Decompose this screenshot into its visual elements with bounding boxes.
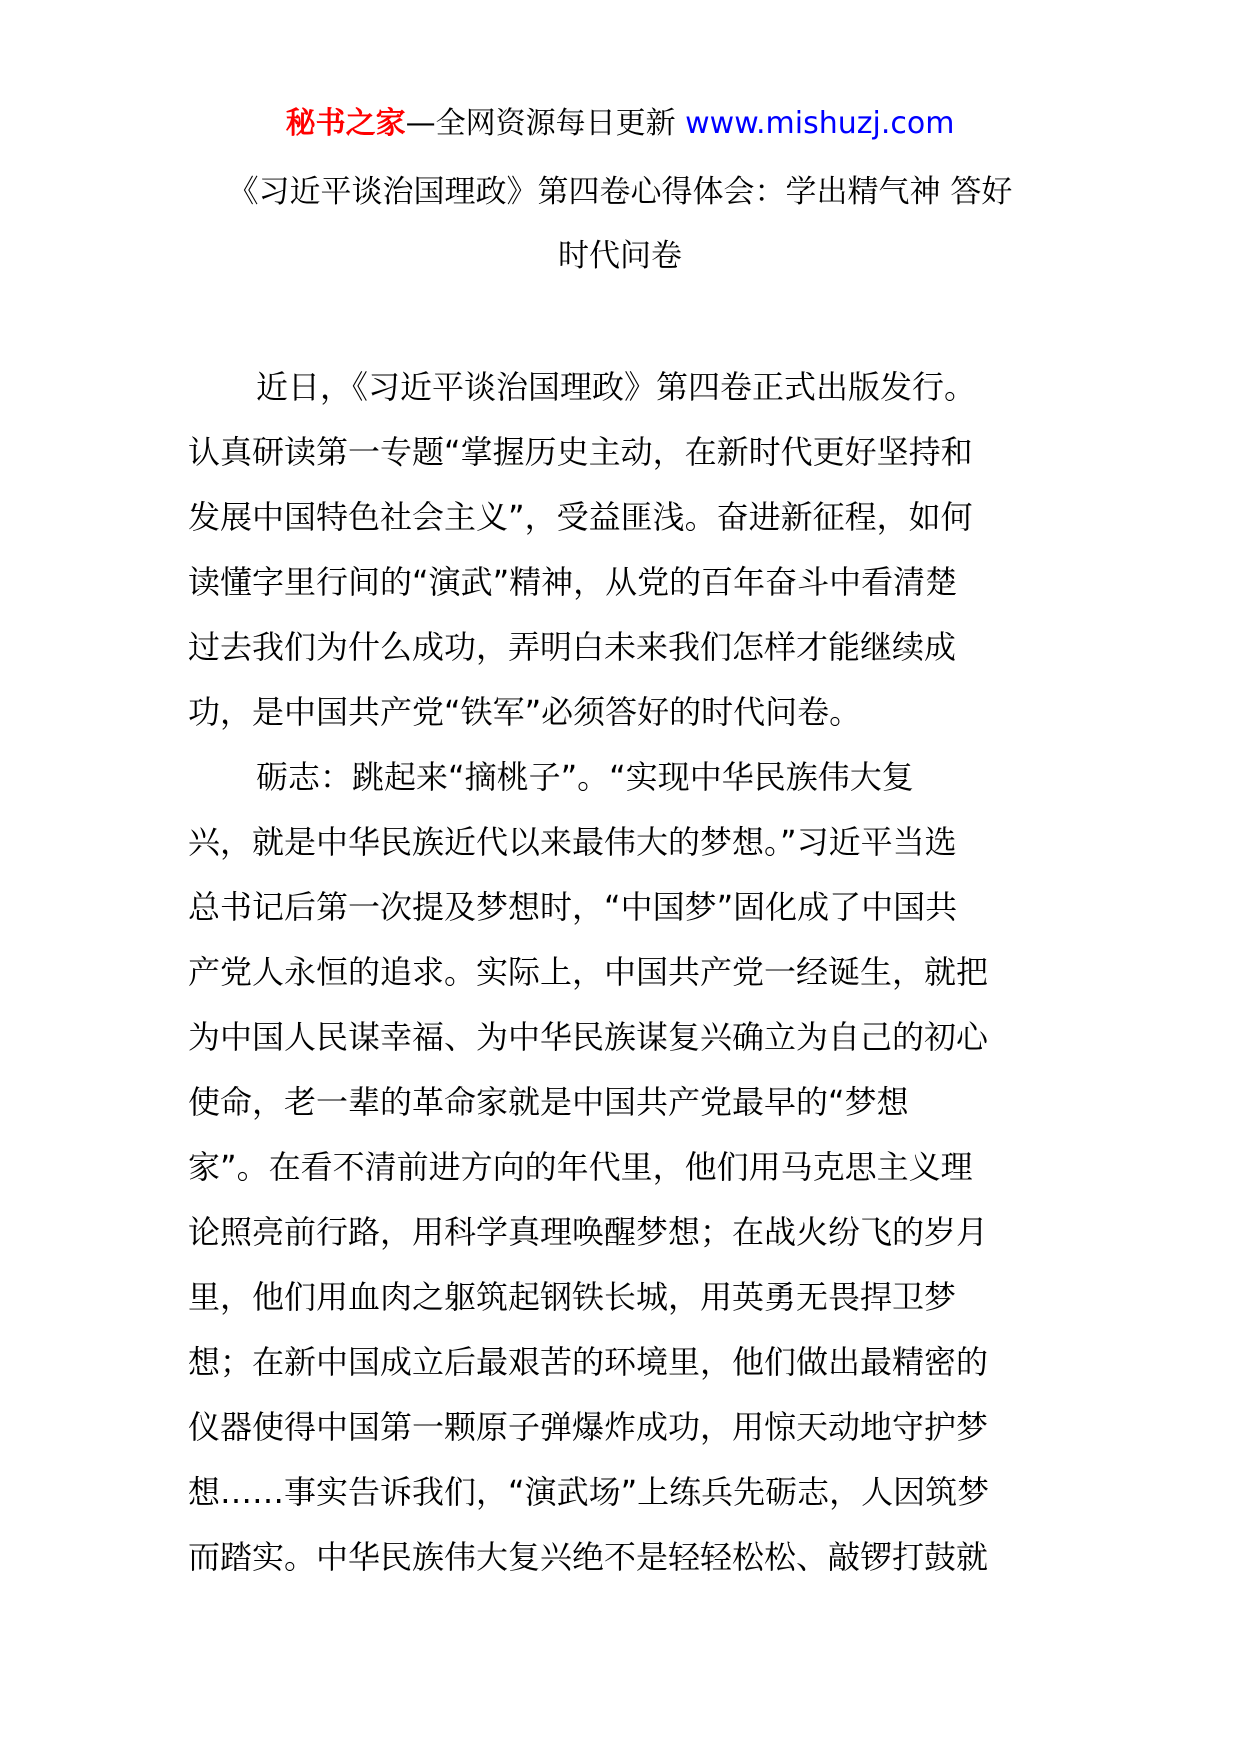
- body-line: 论照亮前行路，用科学真理唤醒梦想；在战火纷飞的岁月: [188, 1213, 989, 1251]
- body-line: 使命，老一辈的革命家就是中国共产党最早的“梦想: [188, 1083, 909, 1121]
- document-title: [180, 160, 1060, 288]
- body-line: 而踏实。中华民族伟大复兴绝不是轻轻松松、敲锣打鼓就: [188, 1538, 989, 1576]
- body-line: 总书记后第一次提及梦想时，“中国梦”固化成了中国共: [188, 888, 958, 926]
- site-header: [0, 100, 1240, 148]
- body-line: 认真研读第一专题“掌握历史主动，在新时代更好坚持和: [188, 433, 973, 471]
- title-line-2: 时代问卷: [558, 238, 682, 274]
- site-url-link[interactable]: www.mishuzj.com: [685, 106, 955, 141]
- body-line: 想；在新中国成立后最艰苦的环境里，他们做出最精密的: [188, 1343, 989, 1381]
- body-line: 产党人永恒的追求。实际上，中国共产党一经诞生，就把: [188, 953, 989, 991]
- body-line: 砺志：跳起来“摘桃子”。“实现中华民族伟大复: [256, 758, 914, 796]
- body-line: 读懂字里行间的“演武”精神，从党的百年奋斗中看清楚: [188, 563, 958, 601]
- body-line: 近日，《习近平谈治国理政》第四卷正式出版发行。: [256, 368, 977, 406]
- body-line: 为中国人民谋幸福、为中华民族谋复兴确立为自己的初心: [188, 1018, 989, 1056]
- body-line: 仪器使得中国第一颗原子弹爆炸成功，用惊天动地守护梦: [188, 1408, 989, 1446]
- body-line: 里，他们用血肉之躯筑起钢铁长城，用英勇无畏捍卫梦: [188, 1278, 957, 1316]
- body-line: 发展中国特色社会主义”，受益匪浅。奋进新征程，如何: [188, 498, 973, 536]
- body-line: 家”。在看不清前进方向的年代里，他们用马克思主义理: [188, 1148, 973, 1186]
- brand-name: 秘书之家: [285, 106, 406, 141]
- body-line: 功，是中国共产党“铁军”必须答好的时代问卷。: [188, 693, 862, 731]
- header-tagline: —全网资源每日更新: [405, 106, 686, 141]
- title-line-1: 《习近平谈治国理政》第四卷心得体会：学出精气神 答好: [227, 174, 1013, 210]
- body-line: 想……事实告诉我们，“演武场”上练兵先砺志，人因筑梦: [188, 1473, 990, 1511]
- body-line: 兴，就是中华民族近代以来最伟大的梦想。”习近平当选: [188, 823, 957, 861]
- document-body: [188, 355, 1052, 1590]
- body-line: 过去我们为什么成功，弄明白未来我们怎样才能继续成: [188, 628, 957, 666]
